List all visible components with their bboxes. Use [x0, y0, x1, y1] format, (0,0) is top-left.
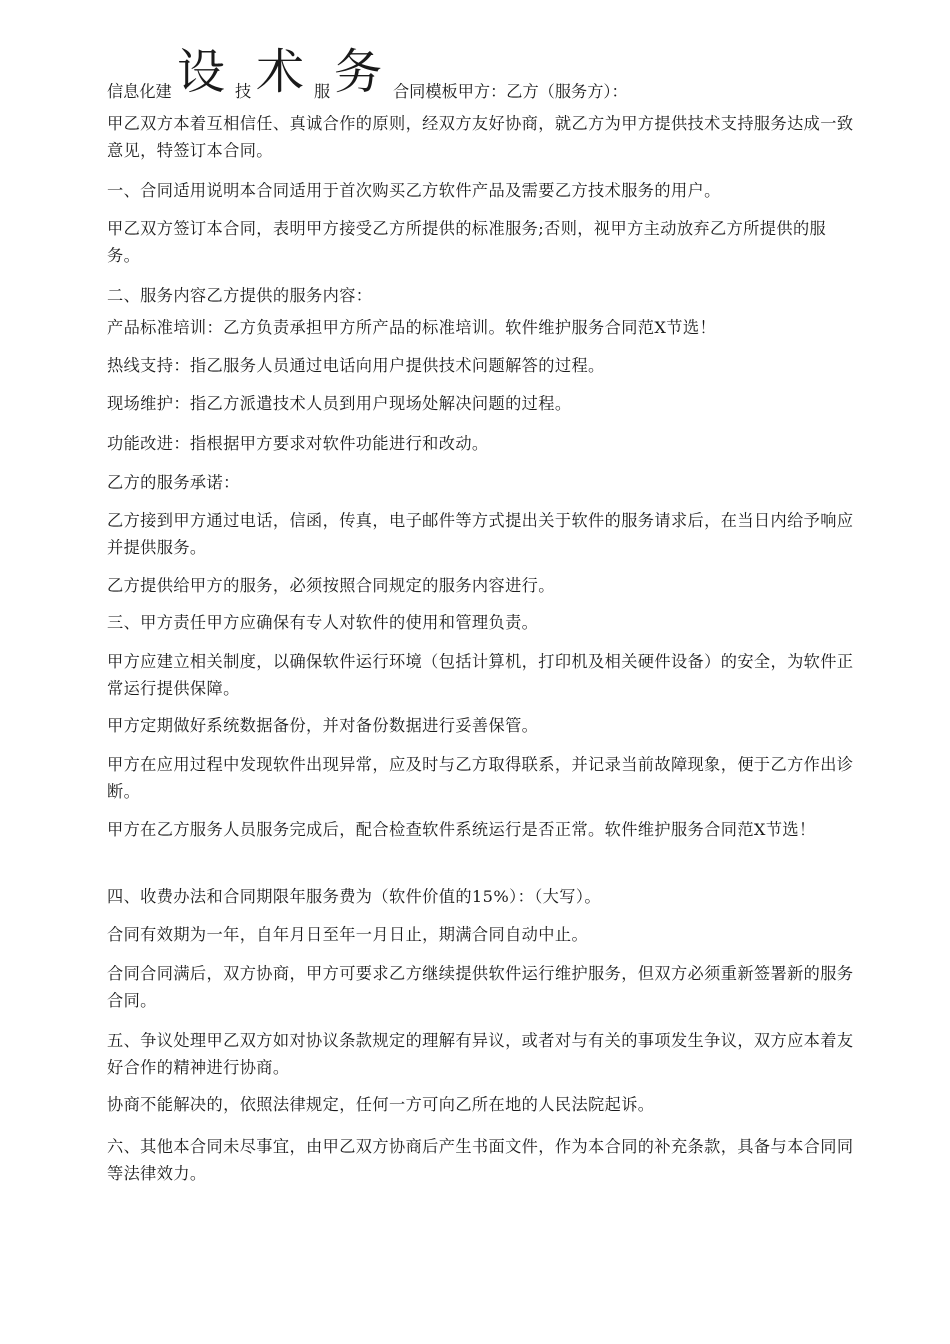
title-part-3: 服	[314, 82, 331, 101]
paragraph: 乙方提供给甲方的服务，必须按照合同规定的服务内容进行。	[107, 576, 555, 595]
title-large-char-2: 术	[256, 44, 305, 100]
paragraph: 四、收费办法和合同期限年服务费为（软件价值的15%）：（大写）。	[107, 887, 601, 906]
paragraph: 甲方定期做好系统数据备份，并对备份数据进行妥善保管。	[107, 716, 539, 735]
paragraph: 乙方接到甲方通过电话，信函，传真，电子邮件等方式提出关于软件的服务请求后，在当日内给予响应并提供服务。	[107, 511, 854, 557]
document-title	[107, 42, 867, 108]
title-part-4: 合同模板甲方：乙方（服务方）：	[393, 82, 628, 101]
paragraph: 甲方应建立相关制度，以确保软件运行环境（包括计算机，打印机及相关硬件设备）的安全，为软件正常运行提供保障。	[107, 652, 854, 698]
paragraph: 甲乙双方签订本合同，表明甲方接受乙方所提供的标准服务;否则，视甲方主动放弃乙方所提供的服务。	[107, 219, 827, 265]
paragraph: 合同合同满后，双方协商，甲方可要求乙方继续提供软件运行维护服务，但双方必须重新签署新的服务合同。	[107, 964, 854, 1010]
paragraph: 五、争议处理甲乙双方如对协议条款规定的理解有异议，或者对与有关的事项发生争议，双方应本着友好合作的精神进行协商。	[107, 1031, 854, 1077]
paragraph: 三、甲方责任甲方应确保有专人对软件的使用和管理负责。	[107, 613, 539, 632]
title-part-2: 技	[235, 82, 252, 101]
paragraph: 产品标准培训：乙方负责承担甲方所产品的标准培训。软件维护服务合同范X节选！	[107, 318, 717, 337]
title-large-char-3: 务	[334, 44, 383, 100]
title-part-1: 信息化建	[107, 82, 172, 101]
paragraph: 合同有效期为一年，自年月日至年一月日止，期满合同自动中止。	[107, 925, 589, 944]
paragraph: 六、其他本合同未尽事宜，由甲乙双方协商后产生书面文件，作为本合同的补充条款，具备与本合同同等法律效力。	[107, 1137, 854, 1183]
paragraph: 热线支持：指乙服务人员通过电话向用户提供技术问题解答的过程。	[107, 356, 605, 375]
paragraph: 现场维护：指乙方派遣技术人员到用户现场处解决问题的过程。	[107, 394, 572, 413]
paragraph: 乙方的服务承诺：	[107, 473, 240, 492]
paragraph: 甲方在应用过程中发现软件出现异常，应及时与乙方取得联系，并记录当前故障现象，便于乙方作出诊断。	[107, 755, 854, 801]
paragraph: 二、服务内容乙方提供的服务内容：	[107, 286, 373, 305]
paragraph: 甲乙双方本着互相信任、真诚合作的原则，经双方友好协商，就乙方为甲方提供技术支持服务达成一致意见，特签订本合同。	[107, 114, 854, 160]
paragraph: 功能改进：指根据甲方要求对软件功能进行和改动。	[107, 434, 489, 453]
paragraph: 甲方在乙方服务人员服务完成后，配合检查软件系统运行是否正常。软件维护服务合同范X节选！	[107, 820, 816, 839]
paragraph: 一、合同适用说明本合同适用于首次购买乙方软件产品及需要乙方技术服务的用户。	[107, 181, 721, 200]
paragraph: 协商不能解决的，依照法律规定，任何一方可向乙所在地的人民法院起诉。	[107, 1095, 655, 1114]
title-large-char-1: 设	[177, 44, 226, 100]
